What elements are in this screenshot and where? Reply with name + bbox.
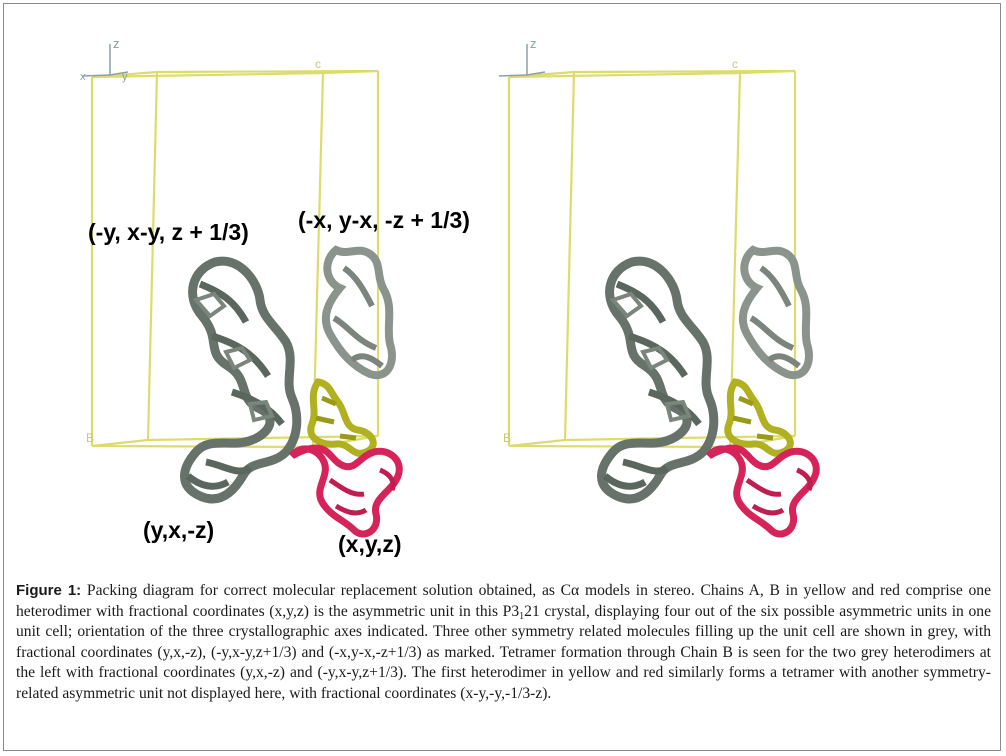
left-stereo-panel (80, 36, 399, 534)
axis-label-z: z (113, 36, 120, 51)
cell-label-c: c (732, 57, 738, 71)
caption-text-2: 21 crystal, displaying four out of the six possible asymmetric units in one unit cell; orientation of the three crystallographic axes indicated. Three other symmetry related molecules filling up the unit cell are shown in grey, with fractional coordinates (y,x,-z), (-y,x-y,z+1/3) and (-x,y-x,-z+1/3) as marked. Tetramer formation through Chain B is seen for the two grey heterodimers at the left with fractional coordinates (y,x,-z) and (-y,x-y,z+1/3). The first heterodimer in yellow and red similarly forms a tetramer with another symmetry-related asymmetric unit not displayed here, with fractional coordinates (x-y,-y,-1/3-z). (16, 602, 991, 702)
right-stereo-panel (499, 36, 816, 534)
figure-caption (16, 581, 991, 705)
axis-label-y: y (122, 71, 128, 83)
axis-label-x: x (80, 71, 86, 83)
cell-label-b: B (503, 431, 512, 445)
symmetry-label-minus-x-y-minus-x: (-x, y-x, -z + 1/3) (298, 207, 470, 233)
caption-subscript: 1 (519, 610, 525, 622)
caption-text-1: Packing diagram for correct molecular replacement solution obtained, as Cα models in stereo. Chains A, B in yellow and red comprise one heterodimer with fractional coordinates (x,y,z) is the asymmetric unit in this P3 (16, 582, 991, 620)
caption-label: Figure 1: (16, 582, 82, 599)
symmetry-label-minus-y-x-minus-y: (-y, x-y, z + 1/3) (88, 219, 249, 245)
axis-label-z: z (530, 36, 537, 51)
symmetry-label-x-y-z: (x,y,z) (338, 531, 402, 557)
cell-label-c: c (315, 57, 321, 71)
symmetry-label-y-x-minus-z: (y,x,-z) (143, 517, 215, 543)
cell-label-b: B (86, 431, 95, 445)
